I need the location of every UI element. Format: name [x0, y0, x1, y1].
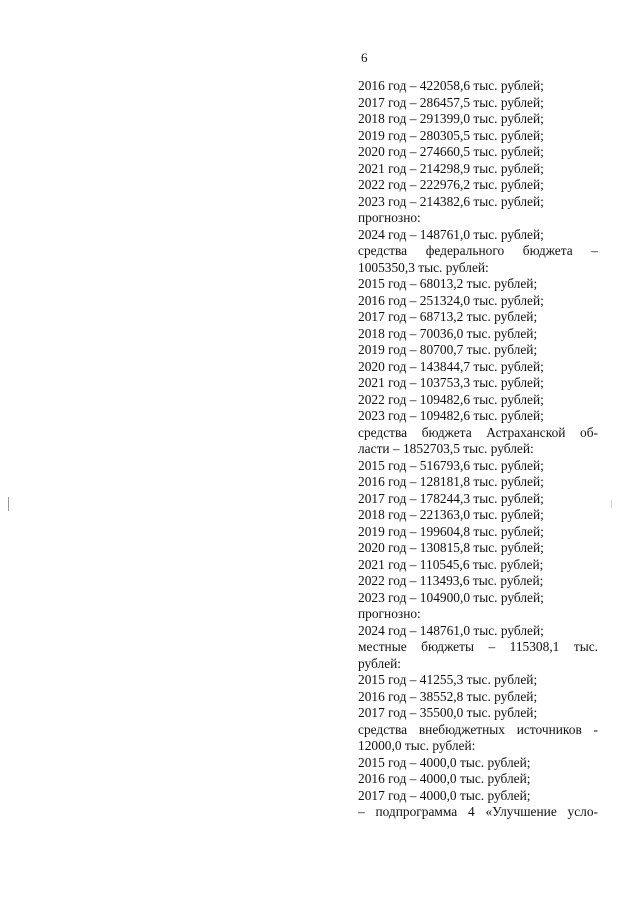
text-line: 2017 год – 35500,0 тыс. рублей;	[358, 705, 538, 720]
text-line: 2018 год – 291399,0 тыс. рублей;	[358, 111, 544, 126]
text-line: 2021 год – 103753,3 тыс. рублей;	[358, 375, 544, 390]
text-line: 2016 год – 251324,0 тыс. рублей;	[358, 292, 544, 308]
text-line: прогнозно:	[358, 606, 421, 621]
scan-edge-mark	[8, 497, 9, 511]
text-line: 2022 год – 109482,6 тыс. рублей;	[358, 391, 544, 407]
text-line: 2016 год – 128181,8 тыс. рублей;	[358, 474, 544, 489]
text-line: 2019 год – 280305,5 тыс. рублей;	[358, 127, 544, 143]
text-line: 2016 год – 38552,8 тыс. рублей;	[358, 688, 538, 704]
scan-edge-mark	[611, 500, 612, 508]
text-line: средства внебюджетных источников -	[358, 721, 598, 737]
text-line: 2015 год – 516793,6 тыс. рублей;	[358, 457, 544, 473]
text-line: 2016 год – 422058,6 тыс. рублей;	[358, 78, 544, 93]
text-line: 2017 год – 286457,5 тыс. рублей;	[358, 94, 544, 110]
text-line: 2017 год – 68713,2 тыс. рублей;	[358, 309, 538, 324]
text-line: 2021 год – 214298,9 тыс. рублей;	[358, 160, 544, 176]
funding-text-column	[358, 78, 598, 821]
text-line: 2018 год – 221363,0 тыс. рублей;	[358, 507, 544, 522]
page-number: 6	[361, 50, 368, 65]
text-line: 2021 год – 110545,6 тыс. рублей;	[358, 556, 544, 572]
text-line: 2023 год – 104900,0 тыс. рублей;	[358, 589, 544, 605]
text-line: 2019 год – 199604,8 тыс. рублей;	[358, 523, 544, 539]
text-line: 1005350,3 тыс. рублей:	[358, 259, 489, 275]
text-line: 12000,0 тыс. рублей:	[358, 738, 476, 753]
text-line: 2016 год – 4000,0 тыс. рублей;	[358, 771, 531, 786]
text-line: 2020 год – 130815,8 тыс. рублей;	[358, 540, 544, 555]
text-line: рублей:	[358, 655, 402, 671]
text-line: 2023 год – 109482,6 тыс. рублей;	[358, 408, 544, 423]
text-line: 2018 год – 70036,0 тыс. рублей;	[358, 325, 538, 341]
text-line: 2015 год – 41255,3 тыс. рублей;	[358, 672, 538, 687]
text-line: 2022 год – 222976,2 тыс. рублей;	[358, 177, 544, 192]
text-line: 2017 год – 4000,0 тыс. рублей;	[358, 787, 531, 803]
text-line: средства федерального бюджета –	[358, 243, 598, 258]
text-line: 2022 год – 113493,6 тыс. рублей;	[358, 573, 544, 588]
text-line: 2024 год – 148761,0 тыс. рублей;	[358, 226, 544, 242]
text-line: 2015 год – 68013,2 тыс. рублей;	[358, 276, 538, 291]
text-line: 2020 год – 143844,7 тыс. рублей;	[358, 358, 544, 374]
text-line: 2020 год – 274660,5 тыс. рублей;	[358, 144, 544, 159]
text-line: 2023 год – 214382,6 тыс. рублей;	[358, 193, 544, 209]
text-line: местные бюджеты – 115308,1 тыс.	[358, 639, 598, 654]
text-line: средства бюджета Астраханской об-	[358, 424, 598, 440]
text-line: 2015 год – 4000,0 тыс. рублей;	[358, 754, 531, 770]
text-line: 2024 год – 148761,0 тыс. рублей;	[358, 622, 544, 638]
text-line: прогнозно:	[358, 210, 421, 225]
text-line: 2017 год – 178244,3 тыс. рублей;	[358, 490, 544, 506]
text-line: ласти – 1852703,5 тыс. рублей:	[358, 441, 534, 456]
text-line: – подпрограмма 4 «Улучшение усло-	[358, 804, 598, 819]
text-line: 2019 год – 80700,7 тыс. рублей;	[358, 342, 538, 357]
